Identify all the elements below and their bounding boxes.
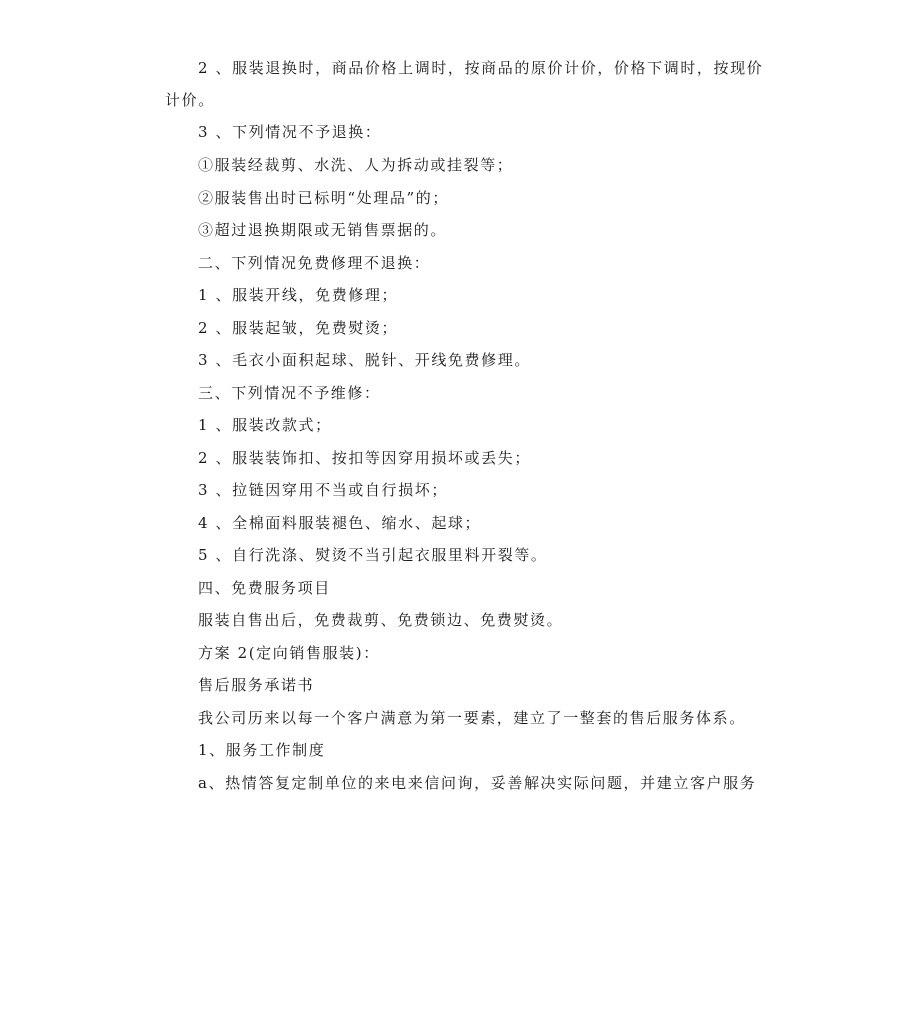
paragraph-line: 我公司历来以每一个客户满意为第一要素，建立了一整套的售后服务体系。 — [198, 709, 746, 727]
paragraph-line: a、热情答复定制单位的来电来信问询，妥善解决实际问题，并建立客户服务 — [198, 774, 757, 792]
paragraph-line: 2 、服装退换时，商品价格上调时，按商品的原价计价，价格下调时，按现价 — [198, 59, 764, 77]
paragraph-line: 3 、毛衣小面积起球、脱针、开线免费修理。 — [198, 351, 531, 369]
document-title: 售后服务承诺书 — [198, 676, 315, 694]
paragraph-line: ①服装经裁剪、水洗、人为拆动或挂裂等； — [198, 156, 514, 174]
paragraph-line: ②服装售出时已标明“处理品”的； — [198, 189, 449, 207]
paragraph-line: 1 、服装改款式； — [198, 416, 332, 434]
paragraph-line: 1 、服装开线，免费修理； — [198, 286, 399, 304]
paragraph-line: ③超过退换期限或无销售票据的。 — [198, 221, 448, 239]
paragraph-line: 3 、下列情况不予退换： — [198, 123, 382, 141]
paragraph-line: 2 、服装起皱，免费熨烫； — [198, 319, 399, 337]
section-heading: 四、免费服务项目 — [198, 579, 331, 597]
paragraph-line: 计价。 — [165, 91, 215, 109]
paragraph-line: 4 、全棉面料服装褪色、缩水、起球； — [198, 514, 482, 532]
paragraph-line: 5 、自行洗涤、熨烫不当引起衣服里料开裂等。 — [198, 546, 548, 564]
paragraph-line: 方案 2(定向销售服装)： — [198, 644, 380, 662]
paragraph-line: 2 、服装装饰扣、按扣等因穿用损坏或丢失； — [198, 449, 531, 467]
paragraph-line: 3 、拉链因穿用不当或自行损坏； — [198, 481, 448, 499]
section-heading: 二、下列情况免费修理不退换： — [198, 254, 431, 272]
paragraph-line: 服装自售出后，免费裁剪、免费锁边、免费熨烫。 — [198, 611, 564, 629]
section-heading: 三、下列情况不予维修： — [198, 384, 381, 402]
section-heading: 1、服务工作制度 — [198, 741, 326, 759]
